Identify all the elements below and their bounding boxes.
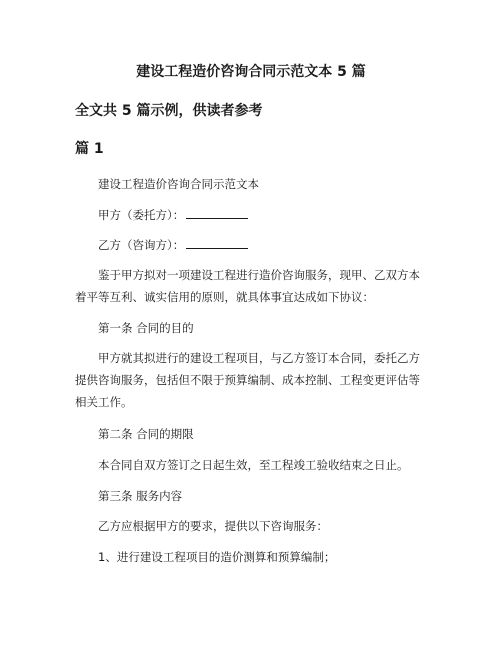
paragraph-contract-name: 建设工程造价咨询合同示范文本 (98, 177, 259, 191)
paragraph-party-a (75, 204, 429, 226)
party-b-label: 乙方（咨询方）： (98, 238, 185, 252)
article-1-body: 甲方就其拟进行的建设工程项目，与乙方签订本合同，委托乙方提供咨询服务，包括但不限于预算编制、成本控制、工程变更评估等相关工作。 (75, 351, 420, 409)
party-a-label: 甲方（委托方）： (98, 208, 185, 222)
article-3-item-1: 1、进行建设工程项目的造价测算和预算编制； (98, 550, 336, 564)
document-title: 建设工程造价咨询合同示范文本 5 篇 (136, 64, 366, 80)
article-3-heading: 第三条 服务内容 (98, 489, 183, 503)
paragraph-preamble: 鉴于甲方拟对一项建设工程进行造价咨询服务，现甲、乙双方本着平等互利、诚实信用的原则，就具体事宜达成如下协议： (75, 268, 420, 304)
party-b-blank (186, 236, 248, 249)
article-1-heading: 第一条 合同的目的 (98, 321, 194, 335)
paragraph-party-b (75, 234, 429, 256)
article-3-body: 乙方应根据甲方的要求，提供以下咨询服务： (98, 519, 328, 533)
party-a-blank (186, 206, 248, 219)
article-2-heading: 第二条 合同的期限 (98, 427, 194, 441)
article-2-body: 本合同自双方签订之日起生效，至工程竣工验收结束之日止。 (98, 458, 409, 472)
section-heading: 篇 1 (75, 141, 104, 157)
document-subtitle: 全文共 5 篇示例，供读者参考 (75, 103, 263, 119)
